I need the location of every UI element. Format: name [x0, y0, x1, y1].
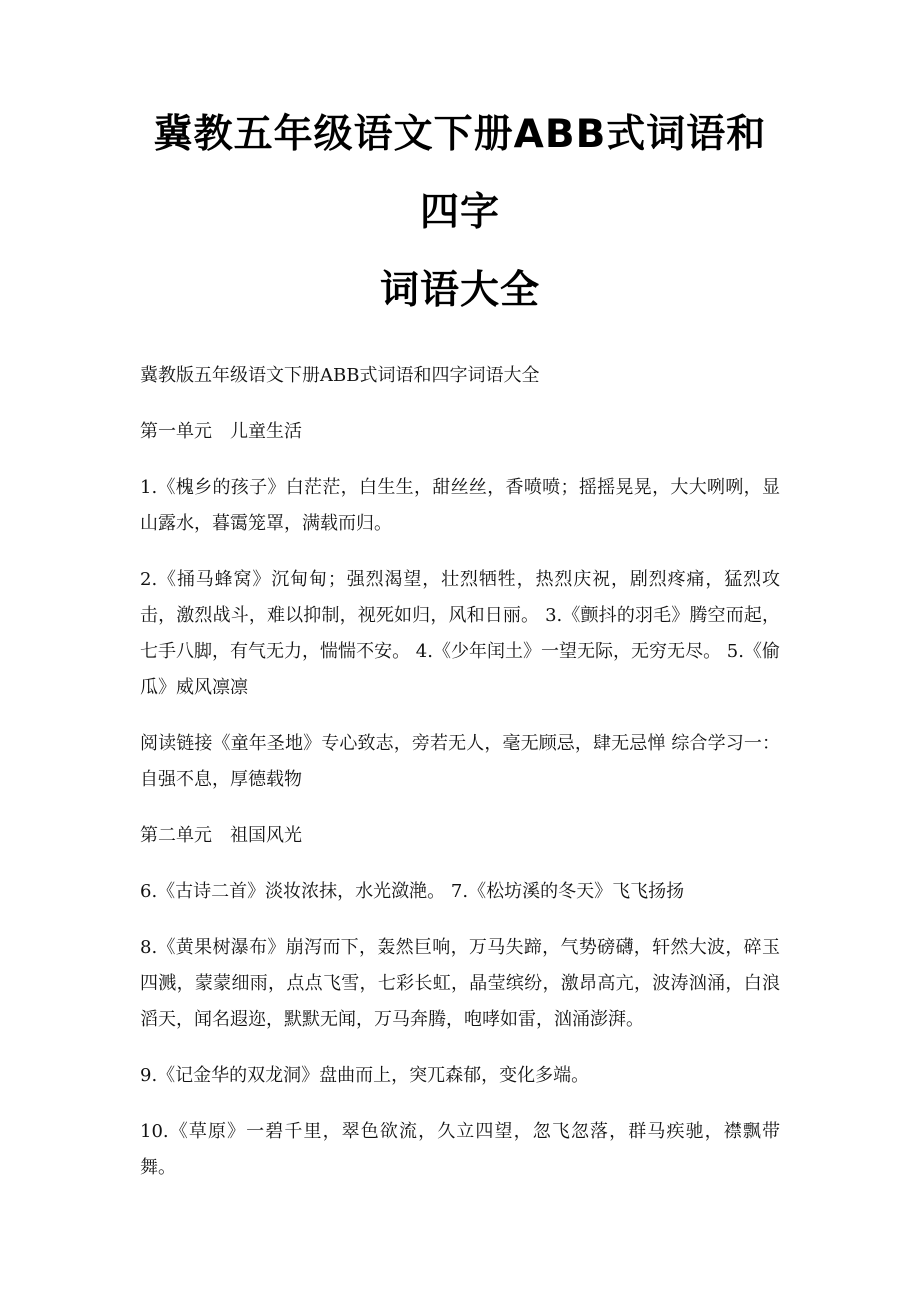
paragraph-1: 1.《槐乡的孩子》白茫茫，白生生，甜丝丝，香喷喷；摇摇晃晃，大大咧咧，显山露水，暮霭笼罩，满载而归。	[140, 477, 780, 534]
paragraph-5: 8.《黄果树瀑布》崩泻而下，轰然巨响，万马失蹄，气势磅礴，轩然大波，碎玉四溅，蒙蒙细雨，点点飞雪，七彩长虹，晶莹缤纷，激昂高亢，波涛汹涌，白浪滔天，闻名遐迩，默默无闻，万马奔腾，咆哮如雷，汹涌澎湃。	[140, 937, 780, 1030]
paragraph-7: 10.《草原》一碧千里，翠色欲流，久立四望，忽飞忽落，群马疾驰，襟飘带舞。	[140, 1121, 780, 1178]
unit-1-heading: 第一单元 儿童生活	[140, 421, 302, 442]
paragraph-2: 2.《捅马蜂窝》沉甸甸；强烈渴望，壮烈牺牲，热烈庆祝，剧烈疼痛，猛烈攻击，激烈战斗，难以抑制，视死如归，风和日丽。 3.《颤抖的羽毛》腾空而起，七手八脚，有气无力，惴惴不安。 4.《少年闰土》一望无际，无穷无尽。 5.《偷瓜》威风凛凛	[140, 569, 780, 698]
title-line-1: 冀教五年级语文下册ABB式词语和四字	[153, 112, 767, 235]
paragraph-6: 9.《记金华的双龙洞》盘曲而上，突兀森郁，变化多端。	[140, 1065, 590, 1086]
document-title	[140, 96, 780, 330]
document-body	[140, 358, 780, 1186]
paragraph-4: 6.《古诗二首》淡妆浓抹，水光潋滟。 7.《松坊溪的冬天》飞飞扬扬	[140, 881, 685, 902]
unit-2-heading: 第二单元 祖国风光	[140, 825, 302, 846]
subtitle-paragraph: 冀教版五年级语文下册ABB式词语和四字词语大全	[140, 365, 540, 386]
title-line-2: 词语大全	[379, 268, 540, 313]
paragraph-3: 阅读链接《童年圣地》专心致志，旁若无人，毫无顾忌，肆无忌惮 综合学习一：自强不息，厚德载物	[140, 733, 780, 790]
